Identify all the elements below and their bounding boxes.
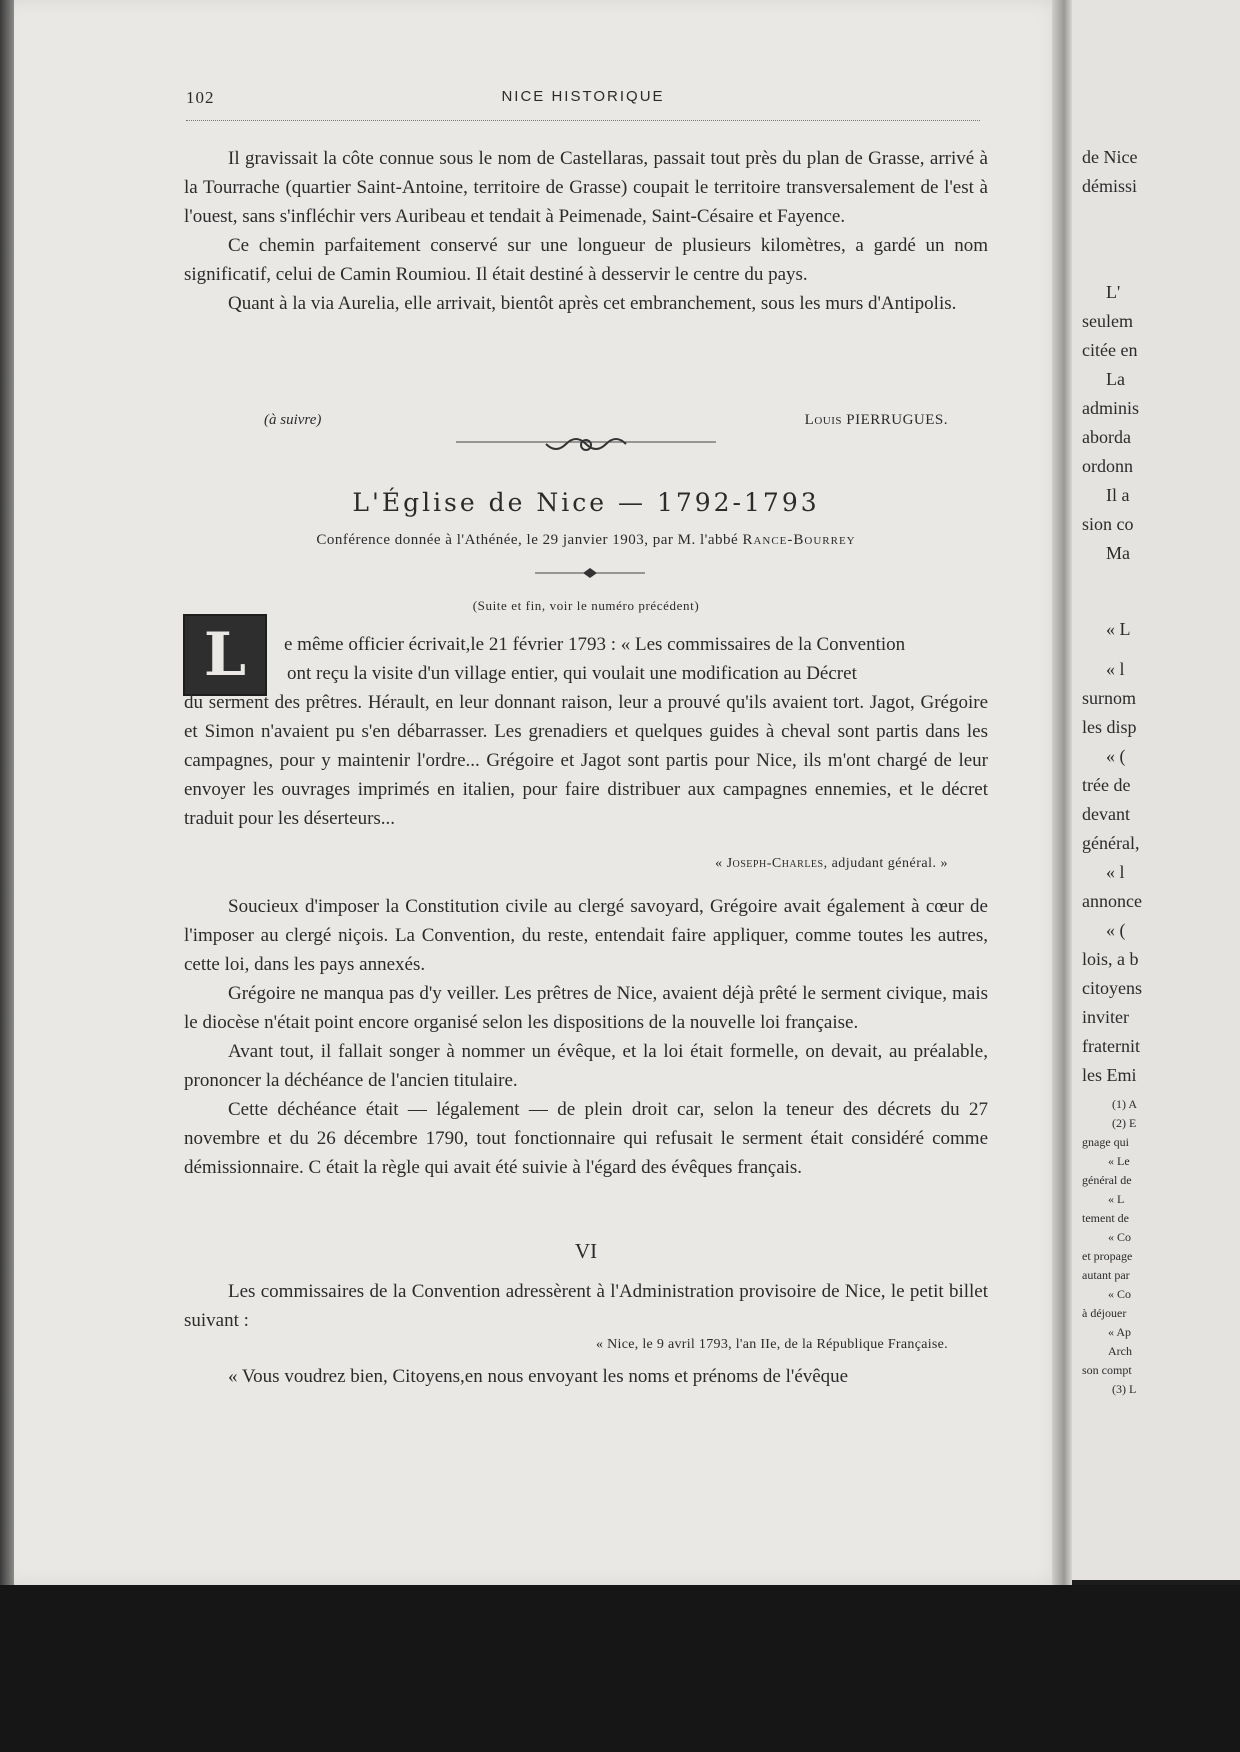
author-signature: Louis PIERRUGUES. [804,412,948,428]
closing-text [184,1362,988,1391]
facing-page-fragment: « l [1106,659,1125,679]
facing-page-fragment: « L [1106,619,1131,639]
body-paragraph: Cette déchéance était — légalement — de plein droit car, selon la teneur des décrets du 27 novembre et du 26 décembre 1790, tout fonctionnaire qui refusait le serment était considéré comme démissionnaire. C était la règle qui avait été suivie à l'égard des évêques français. [184,1099,988,1178]
first-line: e même officier écrivait,le 21 février 1793 : « Les commissaires de la Convention [284,634,906,655]
facing-page-fragment: citoyens [1082,978,1142,998]
facing-page-fragment: sion co [1082,514,1134,534]
page-number: 102 [186,88,215,107]
facing-page-fragment: « ( [1106,920,1126,940]
facing-page-fragment: annonce [1082,891,1142,911]
ornament-divider [456,436,716,456]
facing-page-fragment: lois, a b [1082,949,1139,969]
letter-dateline: « Nice, le 9 avril 1793, l'an IIe, de la République Française. [596,1337,948,1352]
facing-page-fragment: tement de [1082,1211,1129,1225]
facing-page-fragment: « Co [1108,1230,1132,1244]
facing-page-fragment: Ma [1106,543,1130,563]
intro-paragraph: Il gravissait la côte connue sous le nom de Castellaras, passait tout près du plan de Grasse, arrivé à la Tourrache (quartier Saint-Antoine, territoire de Grasse) coupait le territoire transversalement de l'est à l'ouest, sans s'infléchir vers Auribeau et tendait à Peimenade, Saint-Césaire et Fayence. [184,148,988,227]
section-number: VI [574,1239,598,1263]
section-text [184,1277,988,1335]
facing-page-fragment: Il a [1106,485,1130,505]
to-be-continued: (à suivre) [264,412,322,428]
facing-page-fragment: « ( [1106,746,1126,766]
facing-page-fragment: adminis [1082,398,1139,418]
facing-page-fragment: surnom [1082,688,1136,708]
facing-page-fragment: fraternit [1082,1036,1140,1056]
facing-page-fragment: inviter [1082,1007,1129,1027]
facing-page-fragment: les Emi [1082,1065,1137,1085]
article-title: L'Église de Nice — 1792-1793 [352,488,820,517]
facing-page-fragment: « l [1106,862,1125,882]
body-paragraph: Avant tout, il fallait songer à nommer un évêque, et la loi était formelle, on devait, au préalable, prononcer la déchéance de l'ancien titulaire. [184,1041,988,1091]
facing-page-fragment: aborda [1082,427,1131,447]
running-title: NICE HISTORIQUE [501,88,665,105]
facing-page-fragment: « Co [1108,1287,1132,1301]
facing-page-fragment: gnage qui [1082,1135,1129,1149]
closing-line: « Vous voudrez bien, Citoyens,en nous envoyant les noms et prénoms de l'évêque [228,1366,849,1387]
facing-page-fragment: autant par [1082,1268,1130,1282]
facing-page-fragment: son compt [1082,1363,1132,1377]
facing-page-fragment: seulem [1082,311,1133,331]
facing-page-fragment: les disp [1082,717,1137,737]
facing-page-fragment: général de [1082,1173,1132,1187]
facing-page-fragment: trée de [1082,775,1131,795]
book-gutter [1052,0,1072,1585]
facing-page-fragment: (3) L [1112,1382,1137,1396]
body-text [184,892,988,1182]
quote-signer-title: , adjudant général. » [823,856,948,871]
subtitle-author: Rance-Bourrey [742,532,856,548]
facing-page-fragment: « L [1108,1192,1125,1206]
facing-page-fragment: « Ap [1108,1325,1132,1339]
first-paragraph [184,630,988,833]
quote-signer: « Joseph-Charles [715,856,824,871]
facing-page-fragment: La [1106,369,1125,389]
intro-paragraph: Quant à la via Aurelia, elle arrivait, bientôt après cet embranchement, sous les murs d'Antipolis. [228,293,957,314]
intro-paragraph: Ce chemin parfaitement conservé sur une longueur de plusieurs kilomètres, a gardé un nom significatif, celui de Camin Roumiou. Il était destiné à desservir le centre du pays. [184,235,988,285]
body-paragraph: Soucieux d'imposer la Constitution civile au clergé savoyard, Grégoire avait également à cœur de l'imposer au clergé niçois. La Convention, du reste, entendait faire appliquer, comme toutes les autres, cette loi, dans les pays annexés. [184,896,988,975]
facing-page-fragment: ordonn [1082,456,1133,476]
facing-page-fragment: et propage [1082,1249,1133,1263]
scan-background [0,1585,1240,1752]
paragraph-rest: du serment des prêtres. Hérault, en leur donnant raison, leur a prouvé qu'ils avaient tort. Jagot, Grégoire et Simon n'avaient pu s'en débarrasser. Les grenadiers et quelques guides à cheval sont partis dans les campagnes, pour y maintenir l'ordre... Grégoire et Jagot sont partis pour Nice, ils m'ont chargé de leur envoyer les ouvrages imprimés en italien, pour faire distribuer aux campagnes ennemies, et le décret traduit pour les déserteurs... [184,692,988,829]
subtitle-text: Conférence donnée à l'Athénée, le 29 janvier 1903, par M. l'abbé [316,532,739,548]
running-header [186,84,980,121]
book-left-edge [0,0,14,1585]
body-paragraph: Grégoire ne manqua pas d'y veiller. Les prêtres de Nice, avaient déjà prêté le serment civique, mais le diocèse n'était point encore organisé selon les dispositions de la nouvelle loi française. [184,983,988,1033]
quote-signature [184,856,948,872]
facing-page-fragment: Arch [1108,1344,1132,1358]
facing-page-fragment: de Nice [1082,147,1138,167]
facing-page-fragment: citée en [1082,340,1138,360]
facing-page-fragment: général, [1082,833,1140,853]
facing-page [1072,0,1240,1580]
facing-page-fragment: (2) E [1112,1116,1137,1130]
small-ornament [535,566,645,580]
facing-page-fragment: démissi [1082,176,1138,196]
facing-page-fragment: à déjouer [1082,1306,1127,1320]
section-paragraph: Les commissaires de la Convention adressèrent à l'Administration provisoire de Nice, le petit billet suivant : [184,1281,988,1331]
facing-page-fragment: L' [1106,282,1121,302]
second-line: ont reçu la visite d'un village entier, qui voulait une modification au Décret [287,663,857,684]
article-subtitle [184,532,988,549]
facing-page-fragment: (1) A [1112,1097,1137,1111]
drop-cap-letter: L [203,620,247,690]
facing-page-fragment: devant [1082,804,1130,824]
continuation-note: (Suite et fin, voir le numéro précédent) [472,598,700,613]
intro-text [184,144,988,318]
facing-page-fragment: « Le [1108,1154,1130,1168]
